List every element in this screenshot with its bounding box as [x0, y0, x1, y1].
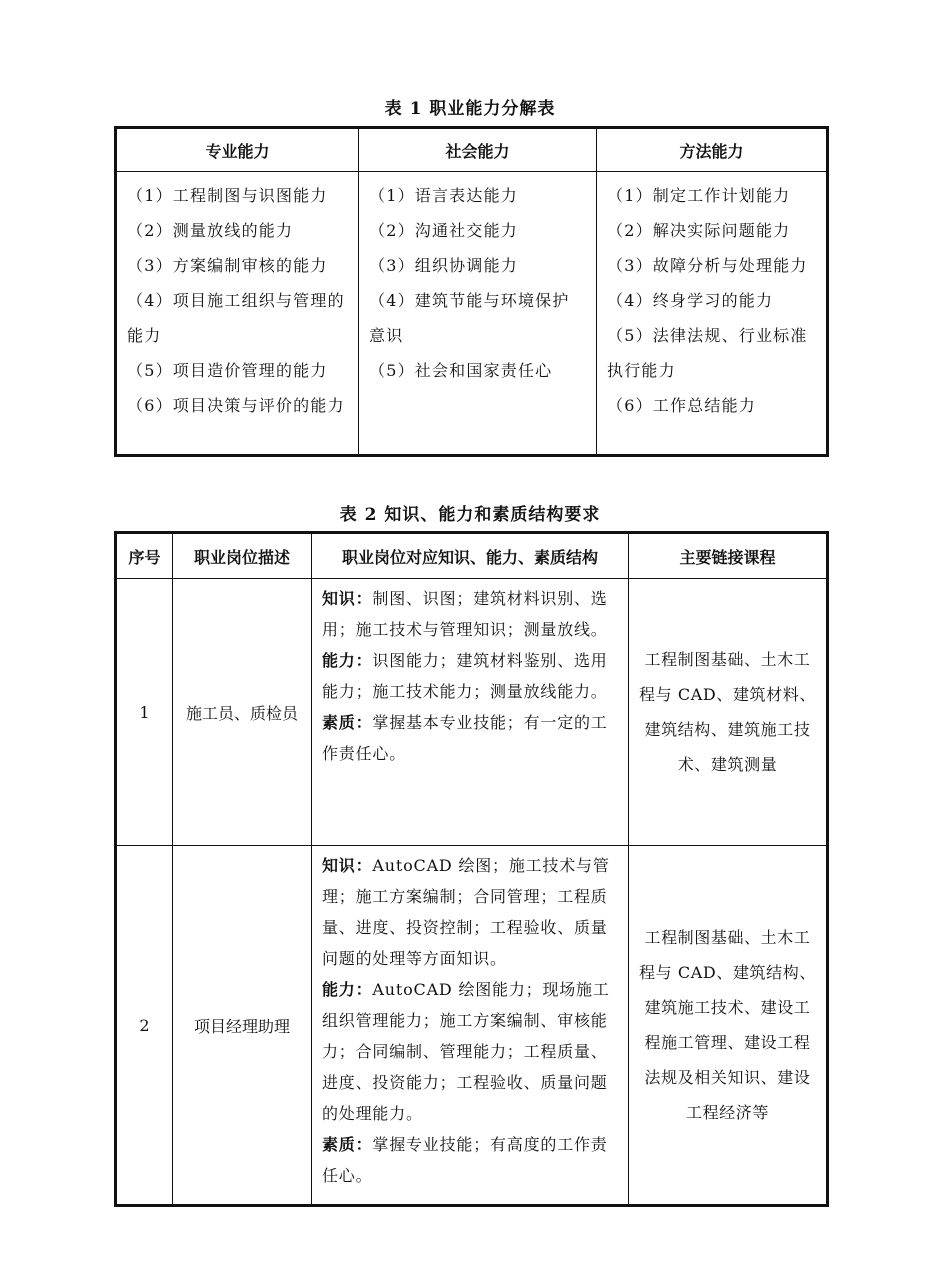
- quality-text: 掌握专业技能；有高度的工作责任心。: [322, 1135, 608, 1185]
- quality-block: [322, 1129, 618, 1191]
- list-item: （5）项目造价管理的能力: [127, 361, 328, 380]
- professional-ability-list: [116, 172, 359, 456]
- ability-text: 识图能力；建筑材料鉴别、选用能力；施工技术能力；测量放线能力。: [322, 651, 608, 701]
- header-social-ability: 社会能力: [359, 128, 597, 172]
- ability-block: [322, 645, 618, 707]
- social-ability-list: [359, 172, 597, 456]
- header-number: 序号: [116, 533, 173, 579]
- quality-text: 掌握基本专业技能；有一定的工作责任心。: [322, 713, 608, 763]
- list-item: （2）解决实际问题能力: [607, 221, 791, 240]
- table-header-row: [116, 533, 828, 579]
- linked-courses: 工程制图基础、土木工程与 CAD、建筑材料、建筑结构、建筑施工技术、建筑测量: [629, 579, 828, 846]
- position-description: 项目经理助理: [173, 846, 312, 1206]
- list-item: （4）建筑节能与环境保护意识: [369, 291, 570, 345]
- row-number: 2: [116, 846, 173, 1206]
- table-row: [116, 172, 828, 456]
- list-item: （6）工作总结能力: [607, 396, 756, 415]
- header-courses: 主要链接课程: [629, 533, 828, 579]
- ability-block: [322, 974, 618, 1129]
- method-ability-list: [597, 172, 828, 456]
- quality-block: [322, 707, 618, 769]
- header-ksa: 职业岗位对应知识、能力、素质结构: [312, 533, 629, 579]
- list-item: （3）组织协调能力: [369, 256, 518, 275]
- header-method-ability: 方法能力: [597, 128, 828, 172]
- list-item: （5）社会和国家责任心: [369, 361, 553, 380]
- quality-label: 素质：: [322, 713, 373, 732]
- list-item: （4）终身学习的能力: [607, 291, 774, 310]
- knowledge-block: [322, 583, 618, 645]
- list-item: （1）工程制图与识图能力: [127, 186, 328, 205]
- linked-courses: 工程制图基础、土木工程与 CAD、建筑结构、建筑施工技术、建设工程施工管理、建设工程法规及相关知识、建设工程经济等: [629, 846, 828, 1206]
- quality-label: 素质：: [322, 1135, 373, 1154]
- ability-text: AutoCAD 绘图能力；现场施工组织管理能力；施工方案编制、审核能力；合同编制、管理能力；工程质量、进度、投资能力；工程验收、质量问题的处理能力。: [322, 980, 610, 1123]
- list-item: （1）语言表达能力: [369, 186, 518, 205]
- list-item: （3）方案编制审核的能力: [127, 256, 328, 275]
- table-competency-breakdown: [114, 126, 829, 457]
- table1-caption: 表 1 职业能力分解表: [384, 99, 556, 119]
- ksa-structure: [312, 579, 629, 846]
- table-header-row: [116, 128, 828, 172]
- knowledge-text: 制图、识图；建筑材料识别、选用；施工技术与管理知识；测量放线。: [322, 589, 608, 639]
- ksa-structure: [312, 846, 629, 1206]
- knowledge-label: 知识：: [322, 856, 373, 875]
- position-description: 施工员、质检员: [173, 579, 312, 846]
- knowledge-label: 知识：: [322, 589, 373, 608]
- header-position: 职业岗位描述: [173, 533, 312, 579]
- list-item: （4）项目施工组织与管理的能力: [127, 291, 345, 345]
- table-row: [116, 579, 828, 846]
- table-row: [116, 846, 828, 1206]
- list-item: （2）沟通社交能力: [369, 221, 518, 240]
- list-item: （2）测量放线的能力: [127, 221, 294, 240]
- knowledge-block: [322, 850, 618, 974]
- list-item: （1）制定工作计划能力: [607, 186, 791, 205]
- knowledge-text: AutoCAD 绘图；施工技术与管理；施工方案编制；合同管理；工程质量、进度、投资控制；工程验收、质量问题的处理等方面知识。: [322, 856, 610, 968]
- list-item: （3）故障分析与处理能力: [607, 256, 808, 275]
- ability-label: 能力：: [322, 980, 373, 999]
- header-professional-ability: 专业能力: [116, 128, 359, 172]
- list-item: （6）项目决策与评价的能力: [127, 396, 345, 415]
- table-ksa-requirements: [114, 531, 829, 1207]
- table2-caption: 表 2 知识、能力和素质结构要求: [339, 505, 601, 525]
- ability-label: 能力：: [322, 651, 373, 670]
- row-number: 1: [116, 579, 173, 846]
- list-item: （5）法律法规、行业标准执行能力: [607, 326, 808, 380]
